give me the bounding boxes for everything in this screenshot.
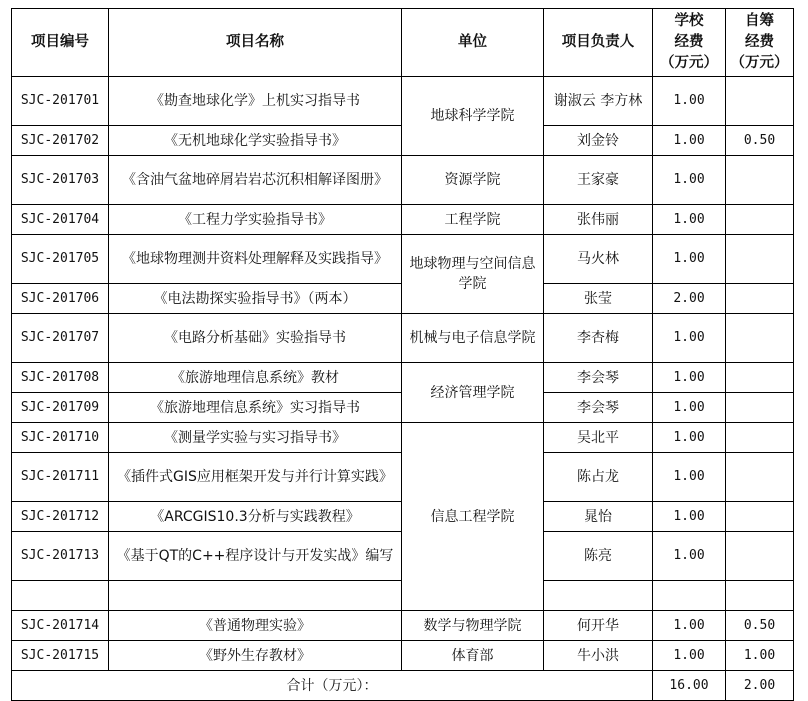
school-fund: 1.00 [653,126,726,156]
project-leader: 李杏梅 [544,314,653,363]
project-leader: 陈亮 [544,532,653,581]
project-code: SJC-201715 [12,641,109,671]
project-leader: 何开华 [544,611,653,641]
self-fund [726,284,794,314]
unit-cell: 地球科学学院 [402,77,544,156]
table-row [12,314,794,363]
self-fund: 0.50 [726,611,794,641]
project-leader: 李会琴 [544,363,653,393]
unit-cell: 资源学院 [402,156,544,205]
project-name: 《勘查地球化学》上机实习指导书 [109,77,402,126]
self-fund [726,393,794,423]
project-leader: 张莹 [544,284,653,314]
self-fund [726,235,794,284]
school-fund: 1.00 [653,532,726,581]
project-leader: 张伟丽 [544,205,653,235]
project-code: SJC-201709 [12,393,109,423]
project-code: SJC-201708 [12,363,109,393]
school-fund: 1.00 [653,641,726,671]
header-school-fund-line-1: 学校 [674,13,704,29]
unit-cell: 信息工程学院 [402,423,544,611]
project-name: 《ARCGIS10.3分析与实践教程》 [109,502,402,532]
project-leader: 晁怡 [544,502,653,532]
school-fund: 1.00 [653,314,726,363]
project-funding-table [11,8,794,701]
project-code: SJC-201707 [12,314,109,363]
project-code: SJC-201705 [12,235,109,284]
project-name: 《插件式GIS应用框架开发与并行计算实践》 [109,453,402,502]
self-fund [726,532,794,581]
empty-cell [544,581,653,611]
school-fund: 1.00 [653,235,726,284]
table-row [12,205,794,235]
project-name: 《电路分析基础》实验指导书 [109,314,402,363]
project-name: 《基于QT的C++程序设计与开发实战》编写 [109,532,402,581]
project-leader: 李会琴 [544,393,653,423]
self-fund [726,502,794,532]
project-name: 《普通物理实验》 [109,611,402,641]
school-fund: 1.00 [653,393,726,423]
header-leader: 项目负责人 [544,9,653,77]
header-school-fund [653,9,726,77]
project-name: 《无机地球化学实验指导书》 [109,126,402,156]
table-row [12,423,794,453]
project-name: 《含油气盆地碎屑岩岩芯沉积相解译图册》 [109,156,402,205]
project-leader: 谢淑云 李方林 [544,77,653,126]
project-name: 《测量学实验与实习指导书》 [109,423,402,453]
school-fund: 1.00 [653,363,726,393]
project-code: SJC-201702 [12,126,109,156]
school-fund: 1.00 [653,77,726,126]
total-school-fund: 16.00 [653,671,726,701]
empty-cell [12,581,109,611]
unit-cell: 机械与电子信息学院 [402,314,544,363]
project-leader: 吴北平 [544,423,653,453]
project-leader: 刘金铃 [544,126,653,156]
self-fund: 0.50 [726,126,794,156]
project-code: SJC-201701 [12,77,109,126]
project-code: SJC-201704 [12,205,109,235]
self-fund [726,363,794,393]
unit-cell: 数学与物理学院 [402,611,544,641]
school-fund: 1.00 [653,453,726,502]
total-row [12,671,794,701]
project-code: SJC-201710 [12,423,109,453]
project-code: SJC-201711 [12,453,109,502]
total-self-fund: 2.00 [726,671,794,701]
table-row [12,235,794,284]
header-self-fund-line-1: 自筹 [745,13,774,29]
project-code: SJC-201712 [12,502,109,532]
header-self-fund-line-3: （万元） [730,55,789,71]
self-fund [726,205,794,235]
project-name: 《旅游地理信息系统》实习指导书 [109,393,402,423]
self-fund [726,453,794,502]
project-leader: 马火林 [544,235,653,284]
header-self-fund [726,9,794,77]
project-name: 《地球物理测井资料处理解释及实践指导》 [109,235,402,284]
empty-cell [109,581,402,611]
table-row [12,641,794,671]
project-name: 《工程力学实验指导书》 [109,205,402,235]
project-code: SJC-201706 [12,284,109,314]
self-fund: 1.00 [726,641,794,671]
header-school-fund-line-3: （万元） [660,55,718,71]
table-row [12,156,794,205]
header-self-fund-line-2: 经费 [745,34,774,50]
project-code: SJC-201713 [12,532,109,581]
school-fund: 1.00 [653,156,726,205]
project-code: SJC-201714 [12,611,109,641]
empty-cell [653,581,726,611]
table-row [12,77,794,126]
self-fund [726,77,794,126]
unit-cell: 经济管理学院 [402,363,544,423]
project-leader: 牛小洪 [544,641,653,671]
self-fund [726,423,794,453]
school-fund: 1.00 [653,502,726,532]
unit-cell: 地球物理与空间信息学院 [402,235,544,314]
school-fund: 1.00 [653,205,726,235]
project-name: 《旅游地理信息系统》教材 [109,363,402,393]
table-row [12,363,794,393]
unit-cell: 体育部 [402,641,544,671]
header-code: 项目编号 [12,9,109,77]
school-fund: 1.00 [653,611,726,641]
header-unit: 单位 [402,9,544,77]
header-school-fund-line-2: 经费 [674,34,704,50]
self-fund [726,314,794,363]
header-name: 项目名称 [109,9,402,77]
project-name: 《野外生存教材》 [109,641,402,671]
empty-cell [726,581,794,611]
project-leader: 陈占龙 [544,453,653,502]
header-row [12,9,794,77]
project-leader: 王家豪 [544,156,653,205]
self-fund [726,156,794,205]
school-fund: 1.00 [653,423,726,453]
project-code: SJC-201703 [12,156,109,205]
school-fund: 2.00 [653,284,726,314]
project-name: 《电法勘探实验指导书》（两本） [109,284,402,314]
unit-cell: 工程学院 [402,205,544,235]
table-row [12,611,794,641]
total-label: 合计（万元）： [12,671,653,701]
